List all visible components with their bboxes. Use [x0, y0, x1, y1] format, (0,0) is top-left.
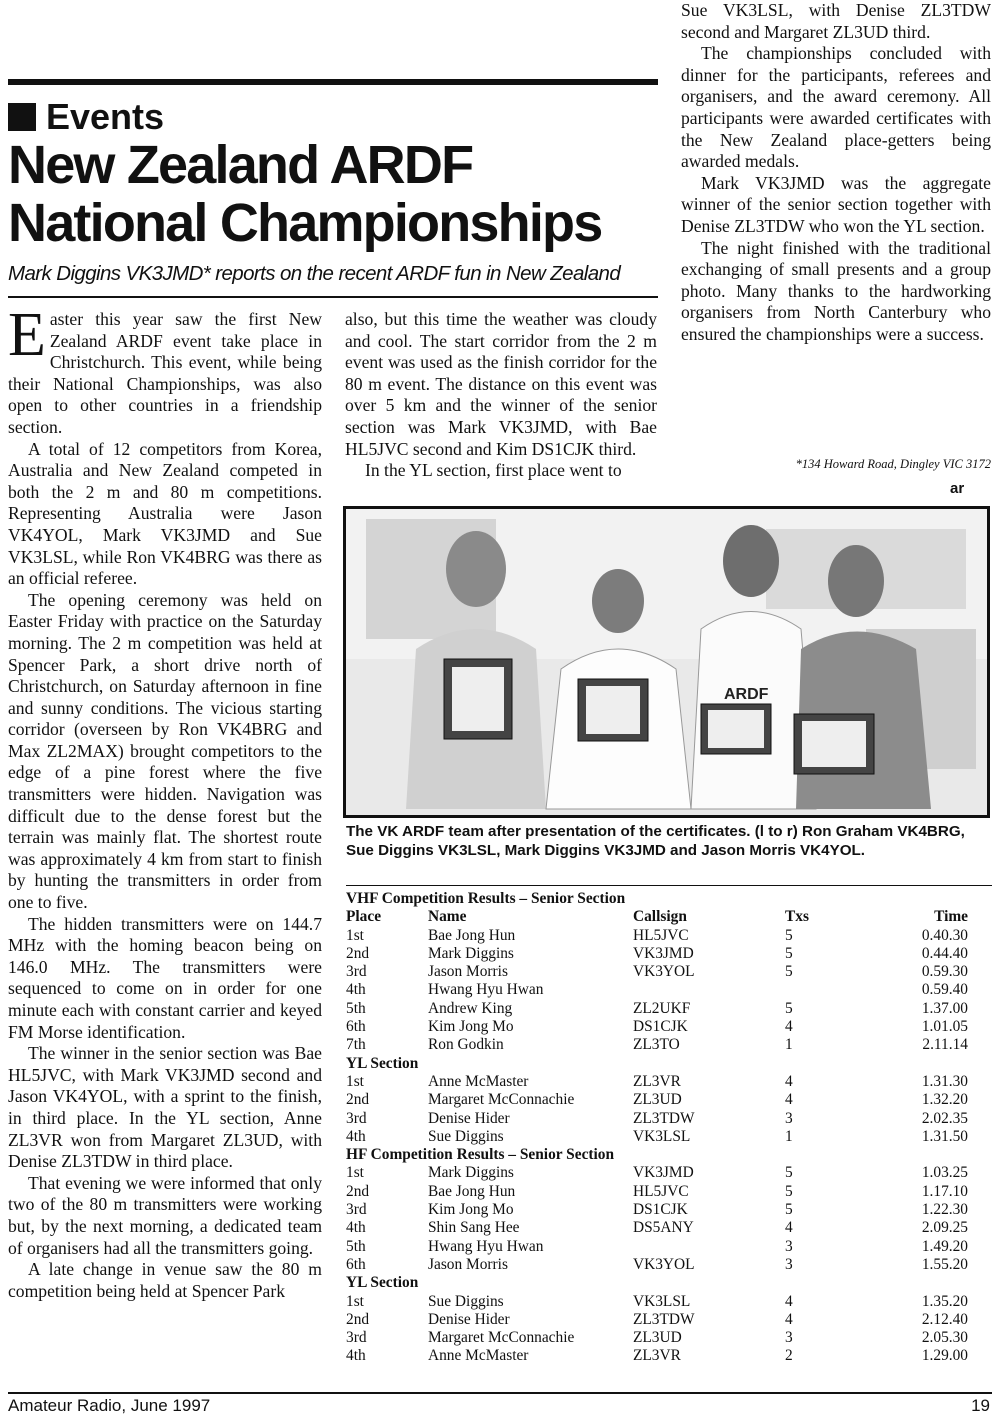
table-row	[346, 1219, 992, 1237]
cell-place: 4th	[346, 1219, 366, 1237]
table-row	[346, 927, 992, 945]
author-address: *134 Howard Road, Dingley VIC 3172	[795, 457, 991, 471]
cell-callsign: ZL3UD	[633, 1091, 682, 1109]
cell-place: 7th	[346, 1036, 366, 1054]
cell-time: 1.32.20	[921, 1091, 968, 1109]
page-number: 19	[971, 1396, 990, 1415]
table-row	[346, 1110, 992, 1128]
cell-place: 1st	[346, 926, 364, 944]
cell-name: Jason Morris	[428, 963, 508, 981]
col-header-time: Time	[934, 908, 968, 926]
col-header-txs: Txs	[785, 908, 809, 926]
drop-cap: E	[8, 301, 46, 369]
cell-txs: 3	[785, 1255, 793, 1273]
cell-txs: 5	[785, 926, 793, 944]
vhf-title: VHF Competition Results – Senior Section	[346, 890, 626, 907]
header-rule	[8, 79, 658, 85]
cell-callsign: DS1CJK	[633, 1018, 688, 1036]
cell-callsign: ZL3UD	[633, 1329, 682, 1347]
cell-time: 1.37.00	[921, 999, 968, 1017]
cell-name: Kim Jong Mo	[428, 1201, 514, 1219]
title-line-2: National Championships	[8, 193, 602, 253]
cell-txs: 5	[785, 944, 793, 962]
cell-name: Hwang Hyu Hwan	[428, 1237, 544, 1255]
cell-place: 2nd	[346, 944, 370, 962]
cell-place: 1st	[346, 1072, 364, 1090]
cell-place: 1st	[346, 1164, 364, 1182]
table-row	[346, 1128, 992, 1146]
vhf-senior-rows	[346, 927, 992, 1055]
cell-name: Bae Jong Hun	[428, 1182, 516, 1200]
paragraph	[8, 301, 322, 439]
cell-txs: 4	[785, 1219, 793, 1237]
standfirst-rule	[8, 296, 658, 298]
paragraph: The night finished with the traditional exchanging of small presents and a group photo. Many thanks to the hardworking organisers from North Canterbury who ensured the championships were a success.	[681, 237, 991, 344]
paragraph: also, but this time the weather was cloudy and cool. The start corridor from the 2 m event was used as the finish corridor for the 80 m event. The distance on this event was over 5 km and the winner of the senior section was Mark VK3JMD, with Bae HL5JVC second and Kim DS1CJK third.	[345, 309, 657, 459]
results-tables	[346, 890, 992, 1366]
hf-senior-rows	[346, 1164, 992, 1274]
cell-txs: 5	[785, 999, 793, 1017]
table-row	[346, 1000, 992, 1018]
cell-txs: 1	[785, 1036, 793, 1054]
cell-name: Sue Diggins	[428, 1127, 504, 1145]
cell-time: 0.59.40	[921, 981, 968, 999]
cell-place: 4th	[346, 981, 366, 999]
paragraph: That evening we were informed that only two of the 80 m transmitters were working but, by the next morning, a dedicated team of organisers had all the transmitters going.	[8, 1172, 322, 1258]
team-photo-illustration	[346, 509, 987, 815]
cell-callsign: HL5JVC	[633, 926, 689, 944]
cell-txs: 1	[785, 1127, 793, 1145]
cell-place: 3rd	[346, 1201, 367, 1219]
article-column-3	[681, 0, 991, 346]
cell-name: Bae Jong Hun	[428, 926, 516, 944]
cell-callsign	[633, 1238, 785, 1256]
footer-rule	[8, 1392, 992, 1394]
team-photo	[343, 506, 990, 818]
cell-time: 1.29.00	[921, 1347, 968, 1365]
cell-time: 1.17.10	[921, 1182, 968, 1200]
table-row	[346, 1091, 992, 1109]
cell-txs	[785, 981, 877, 999]
cell-place: 4th	[346, 1347, 366, 1365]
cell-callsign: ZL3VR	[633, 1072, 681, 1090]
cell-name: Anne McMaster	[428, 1072, 529, 1090]
standfirst: Mark Diggins VK3JMD* reports on the recent ARDF fun in New Zealand	[8, 262, 621, 285]
cell-time: 1.31.50	[921, 1127, 968, 1145]
col-header-name: Name	[428, 908, 467, 926]
cell-txs: 2	[785, 1347, 793, 1365]
title-line-1: New Zealand ARDF	[8, 135, 473, 195]
end-mark: ar	[950, 480, 965, 497]
paragraph: Mark VK3JMD was the aggregate winner of the senior section together with Denise ZL3TDW who won the YL section.	[681, 172, 991, 236]
cell-callsign: VK3YOL	[633, 963, 695, 981]
cell-txs: 4	[785, 1310, 793, 1328]
table-row	[346, 1238, 992, 1256]
paragraph: A late change in venue saw the 80 m competition being held at Spencer Park	[8, 1259, 322, 1301]
cell-callsign: ZL3TDW	[633, 1109, 695, 1127]
table-row	[346, 1183, 992, 1201]
cell-time: 1.35.20	[921, 1292, 968, 1310]
cell-time: 1.49.20	[921, 1237, 968, 1255]
cell-txs: 5	[785, 963, 793, 981]
cell-callsign: VK3JMD	[633, 944, 694, 962]
page-title	[8, 136, 668, 252]
cell-place: 6th	[346, 1018, 366, 1036]
paragraph: The opening ceremony was held on Easter Friday with practice on the Saturday morning. The 2 m competition was held at Spencer Park, a short drive north of Christchurch, on Saturday afternoon in fine and sunny conditions. The vicious starting corridor (overseen by Ron VK4BRG and Max ZL2MAX) brought competitors to the edge of a pine forest where the five transmitters were hidden. Navigation was difficult due to the dense forest but the terrain was mainly flat. The shortest route was approximately 4 km from start to finish by hunting the transmitters in order from one to five.	[8, 589, 322, 913]
results-rule	[346, 885, 992, 886]
cell-place: 2nd	[346, 1091, 370, 1109]
cell-callsign: HL5JVC	[633, 1182, 689, 1200]
cell-txs: 4	[785, 1091, 793, 1109]
table-row	[346, 963, 992, 981]
photo-caption: The VK ARDF team after presentation of the certificates. (l to r) Ron Graham VK4BRG, Sue Diggins VK3LSL, Mark Diggins VK3JMD and Jason Morris VK4YOL.	[346, 823, 965, 859]
table-header-row	[346, 908, 992, 926]
results-table	[346, 890, 992, 1366]
cell-place: 2nd	[346, 1182, 370, 1200]
section-heading	[8, 96, 164, 138]
table-row	[346, 1347, 992, 1365]
cell-time: 0.59.30	[921, 963, 968, 981]
col-header-callsign: Callsign	[633, 908, 687, 926]
cell-txs: 3	[785, 1237, 793, 1255]
cell-name: Anne McMaster	[428, 1347, 529, 1365]
paragraph-text: aster this year saw the first New Zealand ARDF event take place in Christchurch. This event, while being their National Championships, was also open to other countries in a friendship section.	[8, 309, 322, 437]
cell-name: Sue Diggins	[428, 1292, 504, 1310]
cell-place: 3rd	[346, 963, 367, 981]
cell-callsign: VK3JMD	[633, 1164, 694, 1182]
table-row	[346, 1073, 992, 1091]
paragraph: The winner in the senior section was Bae HL5JVC, with Mark VK3JMD second and Jason VK4YOL, with a sprint to the finish, in third place. In the YL section, Anne ZL3VR won from Margaret ZL3UD, with Denise ZL3TDW in third place.	[8, 1043, 322, 1172]
cell-time: 0.40.30	[921, 926, 968, 944]
cell-callsign: ZL2UKF	[633, 999, 691, 1017]
cell-place: 1st	[346, 1292, 364, 1310]
cell-time: 1.55.20	[921, 1255, 968, 1273]
cell-place: 2nd	[346, 1310, 370, 1328]
table-row	[346, 1329, 992, 1347]
section-square-icon	[8, 103, 36, 131]
cell-time: 2.02.35	[921, 1109, 968, 1127]
cell-time: 2.09.25	[921, 1219, 968, 1237]
cell-name: Kim Jong Mo	[428, 1018, 514, 1036]
cell-name: Hwang Hyu Hwan	[428, 981, 544, 999]
cell-callsign	[633, 981, 785, 999]
cell-callsign: ZL3VR	[633, 1347, 681, 1365]
vhf-yl-title: YL Section	[346, 1054, 419, 1072]
cell-place: 5th	[346, 999, 366, 1017]
cell-time: 2.05.30	[921, 1329, 968, 1347]
cell-time: 1.01.05	[921, 1018, 968, 1036]
cell-place: 3rd	[346, 1109, 367, 1127]
cell-callsign: VK3YOL	[633, 1255, 695, 1273]
table-row	[346, 1311, 992, 1329]
cell-callsign: ZL3TDW	[633, 1310, 695, 1328]
paragraph: In the YL section, first place went to	[365, 460, 622, 481]
article-column-1	[8, 301, 322, 1302]
article-column-2	[345, 309, 657, 482]
paragraph: The championships concluded with dinner for the participants, referees and organisers, and the award ceremony. All participants were awarded certificates with the New Zealand place-getters being awarded medals.	[681, 43, 991, 172]
cell-name: Andrew King	[428, 999, 513, 1017]
cell-txs: 5	[785, 1201, 793, 1219]
cell-place: 5th	[346, 1237, 366, 1255]
cell-name: Denise Hider	[428, 1109, 510, 1127]
section-label: Events	[46, 96, 165, 137]
cell-txs: 4	[785, 1072, 793, 1090]
cell-name: Mark Diggins	[428, 1164, 514, 1182]
cell-txs: 5	[785, 1182, 793, 1200]
cell-name: Margaret McConnachie	[428, 1329, 575, 1347]
shirt-text: ARDF	[724, 686, 769, 703]
cell-txs: 4	[785, 1292, 793, 1310]
cell-place: 3rd	[346, 1329, 367, 1347]
cell-name: Ron Godkin	[428, 1036, 504, 1054]
cell-callsign: VK3LSL	[633, 1127, 691, 1145]
table-row	[346, 945, 992, 963]
cell-time: 1.22.30	[921, 1201, 968, 1219]
cell-callsign: DS1CJK	[633, 1201, 688, 1219]
col-header-place: Place	[346, 908, 382, 926]
cell-txs: 5	[785, 1164, 793, 1182]
paragraph: Sue VK3LSL, with Denise ZL3TDW second and Margaret ZL3UD third.	[681, 0, 991, 42]
cell-name: Mark Diggins	[428, 944, 514, 962]
cell-txs: 3	[785, 1329, 793, 1347]
paragraph: A total of 12 competitors from Korea, Australia and New Zealand competed in both the 2 m and 80 m competitions. Representing Australia were Jason VK4YOL, Mark VK3JMD and Sue VK3LSL, while Ron VK4BRG was there as an official referee.	[8, 438, 322, 589]
cell-name: Jason Morris	[428, 1255, 508, 1273]
table-row	[346, 981, 992, 999]
hf-yl-rows	[346, 1293, 992, 1366]
table-row	[346, 1293, 992, 1311]
table-row	[346, 1164, 992, 1182]
cell-callsign: ZL3TO	[633, 1036, 680, 1054]
cell-time: 1.31.30	[921, 1072, 968, 1090]
table-row	[346, 1201, 992, 1219]
cell-time: 2.12.40	[921, 1310, 968, 1328]
cell-txs: 4	[785, 1018, 793, 1036]
cell-place: 4th	[346, 1127, 366, 1145]
table-row	[346, 1036, 992, 1054]
cell-time: 1.03.25	[921, 1164, 968, 1182]
cell-name: Margaret McConnachie	[428, 1091, 575, 1109]
cell-name: Denise Hider	[428, 1310, 510, 1328]
cell-place: 6th	[346, 1255, 366, 1273]
cell-time: 0.44.40	[921, 944, 968, 962]
hf-yl-title: YL Section	[346, 1274, 419, 1292]
table-row	[346, 1018, 992, 1036]
cell-txs: 3	[785, 1109, 793, 1127]
cell-time: 2.11.14	[922, 1036, 968, 1054]
footer-publication: Amateur Radio, June 1997	[8, 1396, 211, 1415]
paragraph: The hidden transmitters were on 144.7 MHz with the homing beacon being on 146.0 MHz. The transmitters were sequenced to come on in order for one minute each with constant carrier and keyed FM Morse identification.	[8, 913, 322, 1042]
cell-callsign: DS5ANY	[633, 1219, 694, 1237]
table-row	[346, 1256, 992, 1274]
cell-name: Shin Sang Hee	[428, 1219, 520, 1237]
cell-callsign: VK3LSL	[633, 1292, 691, 1310]
hf-title: HF Competition Results – Senior Section	[346, 1146, 615, 1164]
vhf-yl-rows	[346, 1073, 992, 1146]
